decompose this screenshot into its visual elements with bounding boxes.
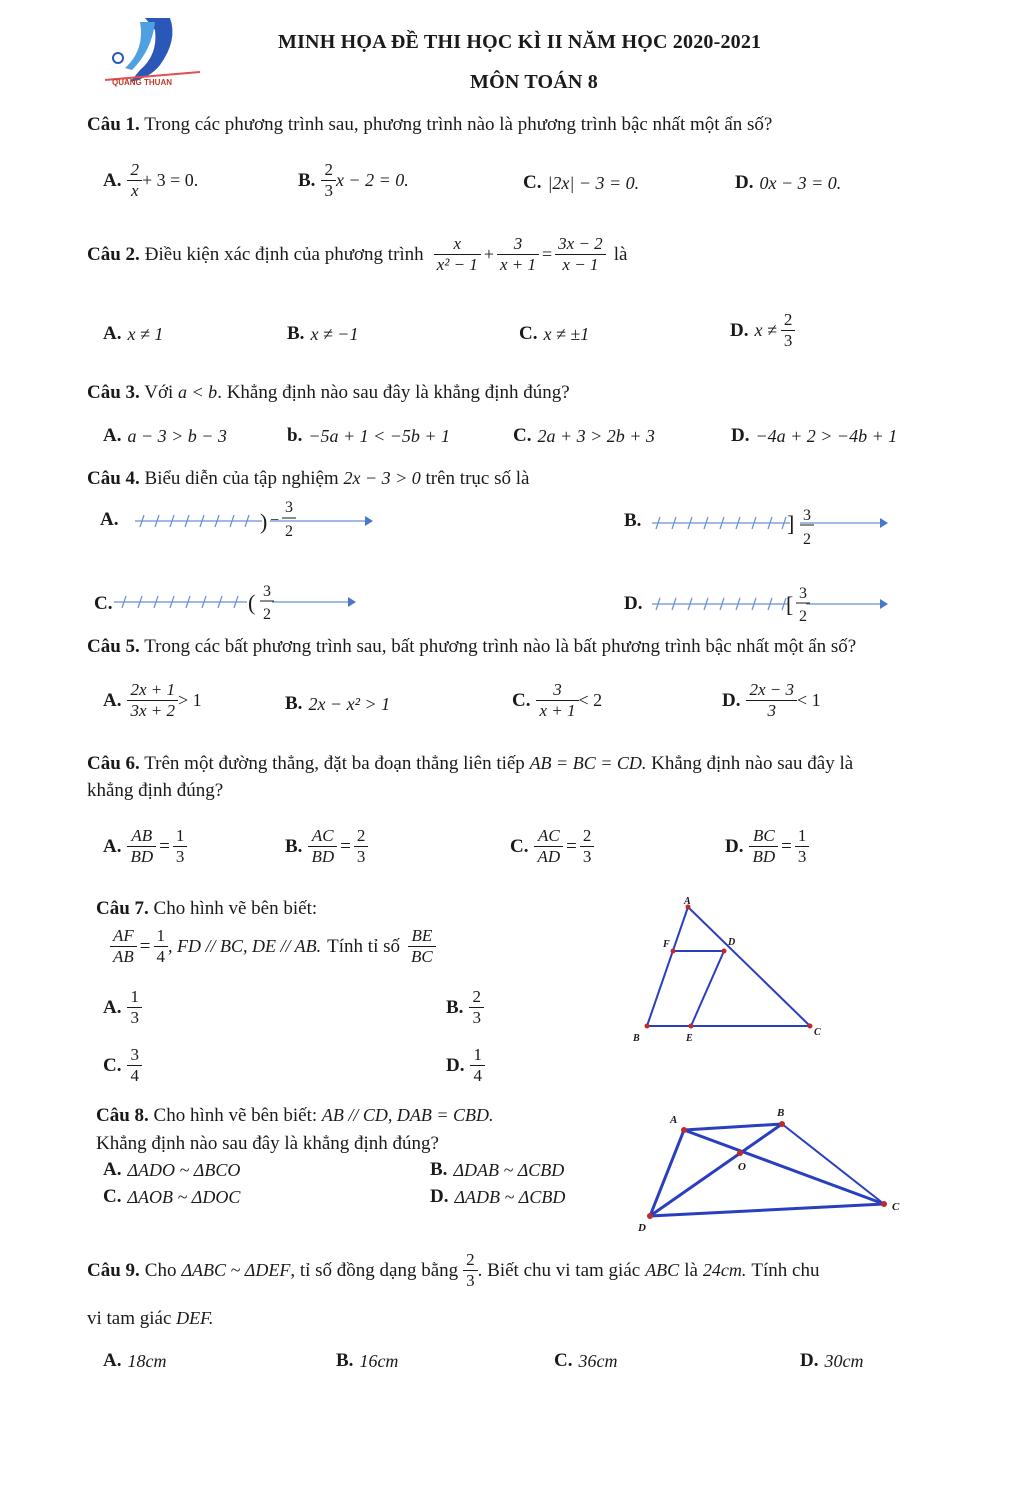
- frac-den: AD: [537, 847, 561, 866]
- q4-option-b[interactable]: [624, 500, 894, 550]
- point-label: A: [670, 1114, 678, 1126]
- number-line: [130, 494, 390, 544]
- q9-line2: [87, 1308, 213, 1330]
- q2-label: Câu 2.: [87, 243, 140, 265]
- frac-den: BD: [311, 847, 335, 866]
- frac-num: 2: [781, 310, 796, 331]
- q6-label: Câu 6.: [87, 753, 140, 774]
- frac-den: 3: [130, 1008, 139, 1027]
- option-label: D.: [430, 1186, 449, 1207]
- q6-option-a[interactable]: [103, 826, 187, 867]
- frac-num: 3x − 2: [555, 234, 606, 255]
- frac-num: 3: [536, 680, 578, 701]
- frac-num: 2: [463, 1250, 478, 1271]
- option-text: ΔDAB ~ ΔCBD: [453, 1159, 565, 1180]
- q5-label: Câu 5.: [87, 636, 140, 657]
- point-label: C: [892, 1201, 900, 1213]
- option-label: C.: [94, 593, 113, 614]
- option-label: B.: [287, 323, 305, 344]
- option-label: A.: [103, 323, 122, 344]
- q3-cond: a < b: [178, 382, 218, 402]
- frac-den: x + 1: [539, 701, 576, 720]
- frac-num: x: [434, 234, 481, 255]
- q3-option-d[interactable]: [731, 425, 897, 447]
- q9-text5: Tính chu: [751, 1259, 820, 1281]
- q3-label: Câu 3.: [87, 382, 140, 403]
- q5-option-d[interactable]: [722, 680, 821, 721]
- option-label: D.: [735, 172, 754, 193]
- q9-perimeter: 24cm.: [702, 1260, 747, 1280]
- option-text: ΔAOB ~ ΔDOC: [127, 1186, 241, 1207]
- option-label: C.: [523, 172, 542, 193]
- minus-sign: −: [270, 512, 280, 529]
- bracket: [: [786, 592, 794, 617]
- option-label: A.: [103, 425, 122, 446]
- q7-option-a[interactable]: [103, 987, 142, 1028]
- subject-title: MÔN TOÁN 8: [470, 71, 598, 93]
- point-label: C: [814, 1027, 821, 1038]
- question-3: [87, 382, 570, 404]
- frac-num: 3: [799, 585, 807, 602]
- q9-text3: . Biết chu vi tam giác: [477, 1259, 641, 1281]
- q8-option-d[interactable]: [430, 1186, 565, 1208]
- frac-den: 2: [803, 531, 811, 548]
- q5-option-a[interactable]: [103, 680, 202, 721]
- q5-option-b[interactable]: [285, 693, 390, 715]
- option-text: < 2: [578, 690, 603, 710]
- equals: =: [139, 935, 151, 957]
- q2-option-b[interactable]: [287, 323, 358, 345]
- logo-text: QUANG THUAN: [112, 78, 172, 87]
- frac-num: 2: [580, 826, 595, 847]
- q9-option-a[interactable]: [103, 1350, 166, 1372]
- q7-option-c[interactable]: [103, 1045, 142, 1086]
- frac-den: 3: [466, 1271, 475, 1290]
- option-label: B.: [285, 835, 303, 857]
- frac-num: 1: [173, 826, 188, 847]
- point-label: D: [728, 937, 736, 948]
- question-7: [96, 898, 317, 920]
- option-text: + 3 = 0.: [141, 170, 199, 190]
- option-text: x ≠ 1: [127, 323, 164, 344]
- q4-text: Biểu diễn của tập nghiệm: [144, 468, 339, 489]
- q4-ineq: 2x − 3 > 0: [343, 468, 421, 488]
- frac-num: 2x + 1: [127, 680, 178, 701]
- option-label: b.: [287, 425, 303, 446]
- q2-option-c[interactable]: [519, 323, 589, 345]
- q8-figure: [630, 1100, 910, 1245]
- frac-num: 1: [154, 926, 169, 947]
- option-label: B.: [298, 169, 316, 191]
- option-label: C.: [513, 425, 532, 446]
- option-text: 16cm: [359, 1350, 399, 1371]
- option-text: x ≠ −1: [310, 323, 359, 344]
- frac-den: 3: [582, 847, 592, 866]
- question-4: [87, 468, 529, 490]
- frac-den: x + 1: [499, 255, 536, 274]
- q6-text2: Khẳng định nào sau đây là: [651, 753, 854, 774]
- frac-den: 4: [130, 1066, 139, 1085]
- q7-option-b[interactable]: [446, 987, 484, 1028]
- q2-text: Điều kiện xác định của phương trình: [144, 243, 424, 265]
- frac-num: BC: [749, 826, 778, 847]
- q8-option-a[interactable]: [103, 1159, 240, 1181]
- op: +: [483, 244, 494, 264]
- q1-text: Trong các phương trình sau, phương trình nào là phương trình bậc nhất một ẩn số?: [144, 114, 773, 135]
- option-text: 18cm: [127, 1350, 167, 1371]
- q8-text: Cho hình vẽ bên biết:: [153, 1105, 318, 1126]
- option-label: B.: [624, 510, 642, 531]
- option-label: B.: [336, 1350, 354, 1371]
- option-label: A.: [103, 835, 122, 857]
- q3-option-b[interactable]: [287, 425, 450, 447]
- frac-num: 2: [321, 160, 336, 181]
- option-label: A.: [103, 1159, 122, 1180]
- q8-label: Câu 8.: [96, 1105, 149, 1126]
- q9-option-d[interactable]: [800, 1350, 863, 1372]
- frac-num: 3: [263, 583, 271, 600]
- question-5: [87, 636, 856, 658]
- point-label: A: [684, 896, 691, 907]
- q9-label: Câu 9.: [87, 1259, 140, 1281]
- q7-text: Cho hình vẽ bên biết:: [153, 898, 318, 919]
- question-9: [87, 1250, 819, 1291]
- frac-num: 1: [795, 826, 810, 847]
- frac-den: 3: [797, 847, 807, 866]
- frac-num: AB: [127, 826, 156, 847]
- option-label: A.: [103, 996, 122, 1018]
- q9-abc: ABC: [645, 1260, 680, 1280]
- frac-den: 3: [324, 181, 333, 200]
- page-title: MINH HỌA ĐỀ THI HỌC KÌ II NĂM HỌC 2020-2021: [278, 31, 762, 53]
- q1-option-b[interactable]: [298, 160, 409, 201]
- question-2: [87, 234, 627, 275]
- point-label: E: [686, 1033, 693, 1044]
- option-label: A.: [103, 169, 122, 191]
- q7-condition: [110, 926, 436, 967]
- option-label: A.: [100, 509, 119, 530]
- frac-num: 2: [354, 826, 369, 847]
- q1-option-d[interactable]: [735, 172, 841, 194]
- frac-den: 3: [175, 847, 185, 866]
- point-label: D: [638, 1222, 646, 1234]
- option-label: C.: [519, 323, 538, 344]
- point-label: B: [633, 1033, 640, 1044]
- number-line: [650, 578, 894, 628]
- frac-num: AF: [110, 926, 137, 947]
- frac-den: 3: [783, 331, 793, 350]
- q1-option-a[interactable]: [103, 160, 198, 201]
- option-label: B.: [446, 996, 464, 1018]
- frac-num: BE: [408, 926, 436, 947]
- frac-den: 2: [263, 606, 271, 623]
- option-text: 36cm: [578, 1350, 618, 1371]
- option-text: 30cm: [824, 1350, 864, 1371]
- q9-text4: là: [684, 1259, 698, 1281]
- equals: =: [781, 835, 792, 857]
- frac-den: 3: [767, 701, 776, 720]
- q7-ask: Tính tỉ số: [327, 935, 401, 957]
- bracket: ]: [787, 511, 795, 536]
- option-text: −4a + 2 > −4b + 1: [755, 425, 898, 446]
- option-label: D.: [730, 319, 749, 341]
- q9-text2: , tỉ số đồng dạng bằng: [290, 1259, 459, 1281]
- equals: =: [340, 835, 351, 857]
- q2-end: là: [613, 243, 628, 265]
- option-label: C.: [103, 1054, 122, 1076]
- q9-line2-text: vi tam giác: [87, 1308, 172, 1329]
- q1-option-c[interactable]: [523, 172, 639, 194]
- frac-num: 1: [127, 987, 142, 1008]
- frac-num: 3: [127, 1045, 142, 1066]
- point-label: O: [738, 1161, 746, 1173]
- logo: [100, 10, 210, 90]
- frac-den: 3: [356, 847, 366, 866]
- option-label: C.: [103, 1186, 122, 1207]
- bracket: ): [260, 509, 268, 534]
- frac-den: 2: [285, 523, 293, 540]
- q7-cond: , FD // BC, DE // AB.: [168, 936, 322, 956]
- q9-def: DEF.: [176, 1308, 214, 1328]
- frac-num: AC: [308, 826, 337, 847]
- question-1: [87, 114, 772, 136]
- q3-option-a[interactable]: [103, 425, 227, 447]
- q4-end: trên trục số là: [425, 468, 530, 489]
- option-label: D.: [725, 835, 744, 857]
- q9-text: Cho: [144, 1259, 177, 1281]
- q4-option-a[interactable]: [100, 494, 390, 544]
- q2-option-d[interactable]: [730, 310, 795, 351]
- q4-option-d[interactable]: [624, 578, 894, 628]
- frac-num: 3: [285, 499, 293, 516]
- option-text: ΔADB ~ ΔCBD: [454, 1186, 566, 1207]
- frac-den: BD: [130, 847, 154, 866]
- q6-option-c[interactable]: [510, 826, 594, 867]
- q9-sim: ΔABC ~ ΔDEF: [181, 1260, 291, 1280]
- q2-option-a[interactable]: [103, 323, 163, 345]
- point-label: B: [777, 1107, 785, 1119]
- frac-num: 3: [497, 234, 539, 255]
- option-text: a − 3 > b − 3: [127, 425, 227, 446]
- option-text: > 1: [178, 690, 202, 710]
- q3-text: . Khẳng định nào sau đây là khẳng định đúng?: [217, 382, 570, 403]
- equals: =: [566, 835, 577, 857]
- option-label: A.: [103, 689, 122, 711]
- frac-den: 3: [472, 1008, 481, 1027]
- q5-option-c[interactable]: [512, 680, 602, 721]
- option-text: x ≠ ±1: [543, 323, 590, 344]
- q8-cond: AB // CD, DAB = CBD.: [321, 1105, 494, 1125]
- frac-den: BD: [752, 847, 776, 866]
- frac-num: 1: [470, 1045, 485, 1066]
- frac-num: 2x − 3: [746, 680, 797, 701]
- frac-num: AC: [534, 826, 563, 847]
- q6-text: Trên một đường thẳng, đặt ba đoạn thẳng liên tiếp: [144, 753, 525, 774]
- frac-num: 2: [127, 160, 142, 181]
- option-text: −5a + 1 < −5b + 1: [308, 425, 451, 446]
- option-label: C.: [510, 835, 529, 857]
- frac-num: 3: [803, 507, 811, 524]
- option-text: 2x − x² > 1: [308, 693, 391, 714]
- bracket: (: [248, 590, 256, 615]
- q6-line2: khẳng định đúng?: [87, 780, 224, 801]
- option-text: 0x − 3 = 0.: [759, 172, 842, 193]
- question-8: [96, 1105, 494, 1127]
- frac-den: 3x + 2: [130, 701, 176, 720]
- frac-den: BC: [411, 947, 433, 966]
- option-label: D.: [800, 1350, 819, 1371]
- frac-den: 4: [473, 1066, 482, 1085]
- q4-label: Câu 4.: [87, 468, 140, 489]
- frac-den: x − 1: [562, 255, 599, 274]
- frac-den: x: [130, 181, 139, 200]
- q5-text: Trong các bất phương trình sau, bất phương trình nào là bất phương trình bậc nhất một ẩn số?: [144, 636, 857, 657]
- q6-option-b[interactable]: [285, 826, 368, 867]
- option-label: D.: [722, 689, 741, 711]
- q9-option-b[interactable]: [336, 1350, 398, 1372]
- frac-den: x² − 1: [436, 255, 478, 274]
- option-label: B.: [285, 693, 303, 714]
- option-label: A.: [103, 1350, 122, 1371]
- option-text: < 1: [797, 690, 821, 710]
- frac-den: AB: [113, 947, 134, 966]
- option-text: 2a + 3 > 2b + 3: [537, 425, 655, 446]
- q6-option-d[interactable]: [725, 826, 809, 867]
- q3-pre: Với: [144, 382, 174, 403]
- option-label: C.: [512, 689, 531, 711]
- q7-option-d[interactable]: [446, 1045, 485, 1086]
- option-label: B.: [430, 1159, 448, 1180]
- question-6: [87, 753, 853, 775]
- q9-option-c[interactable]: [554, 1350, 617, 1372]
- q8-line2: Khẳng định nào sau đây là khẳng định đúng?: [96, 1133, 439, 1154]
- frac-den: 4: [156, 947, 165, 966]
- option-label: D.: [624, 593, 643, 614]
- q7-figure: [625, 895, 830, 1050]
- frac-num: 2: [469, 987, 484, 1008]
- option-text: x − 2 = 0.: [335, 170, 409, 190]
- q8-option-b[interactable]: [430, 1159, 564, 1181]
- op: =: [542, 244, 553, 264]
- q6-eq: AB = BC = CD.: [529, 753, 647, 773]
- number-line: [650, 500, 894, 556]
- q8-option-c[interactable]: [103, 1186, 240, 1208]
- point-label: F: [663, 939, 670, 950]
- option-label: C.: [554, 1350, 573, 1371]
- q1-label: Câu 1.: [87, 114, 140, 135]
- number-line: [112, 578, 372, 628]
- option-label: D.: [731, 425, 750, 446]
- q3-option-c[interactable]: [513, 425, 655, 447]
- option-text: x ≠: [754, 320, 777, 340]
- option-text: |2x| − 3 = 0.: [547, 172, 640, 193]
- option-text: ΔADO ~ ΔBCO: [127, 1159, 241, 1180]
- q4-option-c[interactable]: [94, 578, 374, 628]
- frac-den: 2: [799, 608, 807, 625]
- option-label: D.: [446, 1054, 465, 1076]
- q7-label: Câu 7.: [96, 898, 149, 919]
- equals: =: [159, 835, 170, 857]
